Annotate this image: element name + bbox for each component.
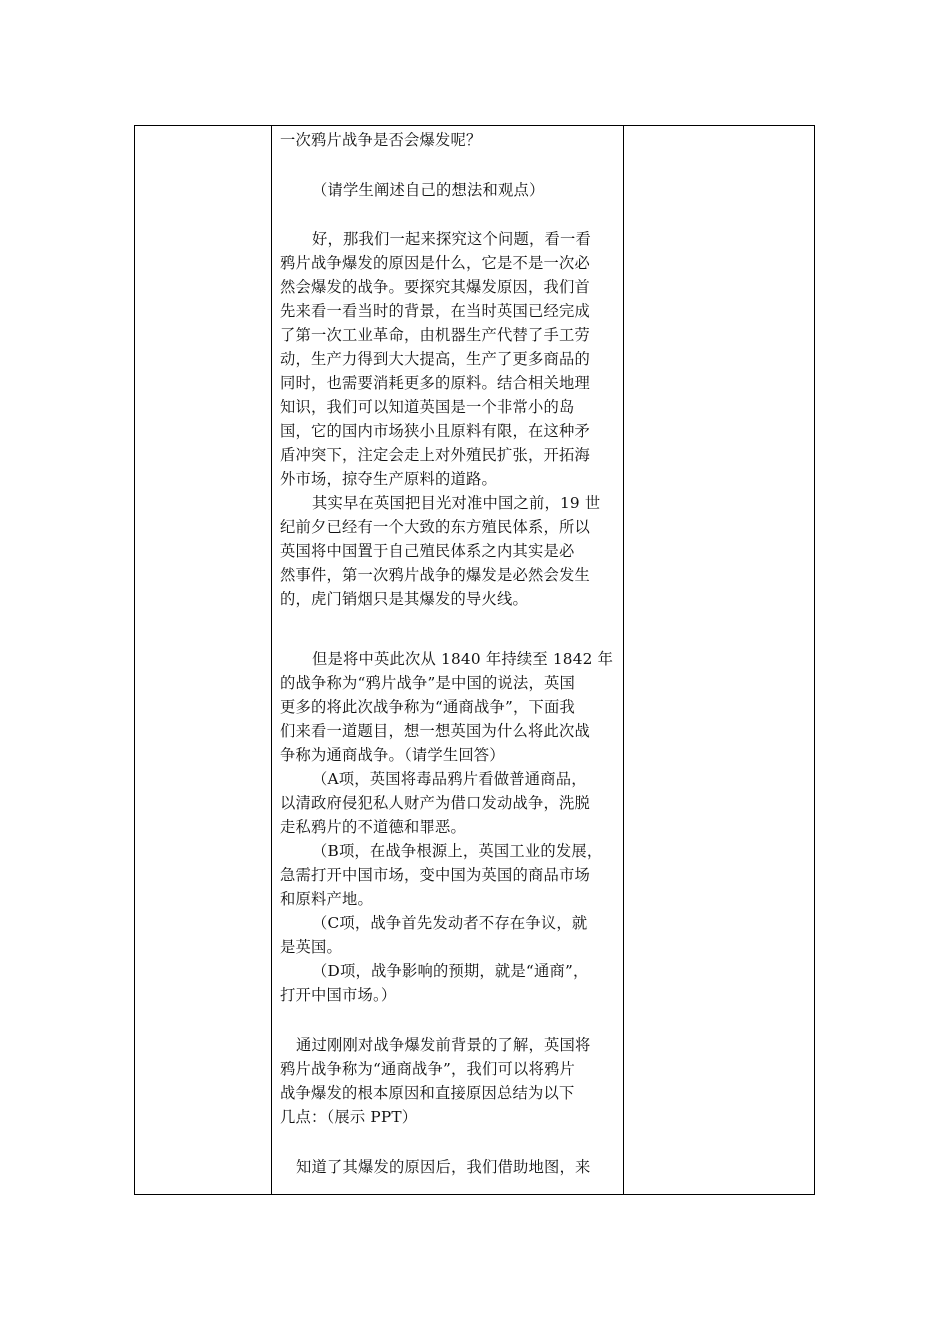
text-line: 战争爆发的根本原因和直接原因总结为以下 [280, 1084, 575, 1102]
text-line: 一次鸦片战争是否会爆发呢？ [280, 131, 482, 149]
text-line: 的，虎门销烟只是其爆发的导火线。 [280, 590, 528, 608]
text-line: 盾冲突下，注定会走上对外殖民扩张，开拓海 [280, 446, 590, 464]
text-line: 鸦片战争称为“通商战争”，我们可以将鸦片 [280, 1060, 575, 1078]
text-line: 是英国。 [280, 938, 342, 956]
text-line: 先来看一看当时的背景，在当时英国已经完成 [280, 302, 590, 320]
text-line: 争称为通商战争。（请学生回答） [280, 746, 505, 764]
text-line: 纪前夕已经有一个大致的东方殖民体系，所以 [280, 518, 590, 536]
text-line: 几点：（展示 PPT） [280, 1108, 418, 1126]
table-cell-right [624, 126, 814, 1194]
text-line: （C项，战争首先发动者不存在争议，就 [312, 914, 588, 932]
text-line: 其实早在英国把目光对准中国之前，19 世 [312, 494, 601, 512]
text-line: 国，它的国内市场狭小且原料有限，在这种矛 [280, 422, 590, 440]
text-line: （A项，英国将毒品鸦片看做普通商品， [312, 770, 587, 788]
text-line: 但是将中英此次从 1840 年持续至 1842 年 [312, 650, 614, 668]
table-cell-left [135, 126, 271, 1194]
text-line: 同时，也需要消耗更多的原料。结合相关地理 [280, 374, 590, 392]
text-line: 通过刚刚对战争爆发前背景的了解，英国将 [296, 1036, 591, 1054]
text-line: （请学生阐述自己的想法和观点） [312, 181, 545, 199]
text-line: 走私鸦片的不道德和罪恶。 [280, 818, 466, 836]
text-line: 知识，我们可以知道英国是一个非常小的岛 [280, 398, 575, 416]
text-line: 和原料产地。 [280, 890, 373, 908]
text-line: 的战争称为“鸦片战争”是中国的说法，英国 [280, 674, 575, 692]
text-line: （B项，在战争根源上，英国工业的发展， [312, 842, 603, 860]
text-line: 外市场，掠夺生产原料的道路。 [280, 470, 497, 488]
text-line: 英国将中国置于自己殖民体系之内其实是必 [280, 542, 575, 560]
text-line: 然会爆发的战争。要探究其爆发原因，我们首 [280, 278, 590, 296]
text-line: 急需打开中国市场，变中国为英国的商品市场 [280, 866, 590, 884]
text-line: 以清政府侵犯私人财产为借口发动战争，洗脱 [280, 794, 590, 812]
text-line: 了第一次工业革命，由机器生产代替了手工劳 [280, 326, 590, 344]
text-line: 更多的将此次战争称为“通商战争”，下面我 [280, 698, 575, 716]
text-line: （D项，战争影响的预期，就是“通商”， [312, 962, 589, 980]
text-line: 动，生产力得到大大提高，生产了更多商品的 [280, 350, 590, 368]
text-line: 好，那我们一起来探究这个问题，看一看 [312, 230, 591, 248]
text-line: 知道了其爆发的原因后，我们借助地图，来 [296, 1158, 591, 1176]
text-line: 们来看一道题目，想一想英国为什么将此次战 [280, 722, 590, 740]
text-line: 然事件，第一次鸦片战争的爆发是必然会发生 [280, 566, 590, 584]
text-line: 打开中国市场。） [280, 986, 397, 1004]
text-line: 鸦片战争爆发的原因是什么，它是不是一次必 [280, 254, 590, 272]
